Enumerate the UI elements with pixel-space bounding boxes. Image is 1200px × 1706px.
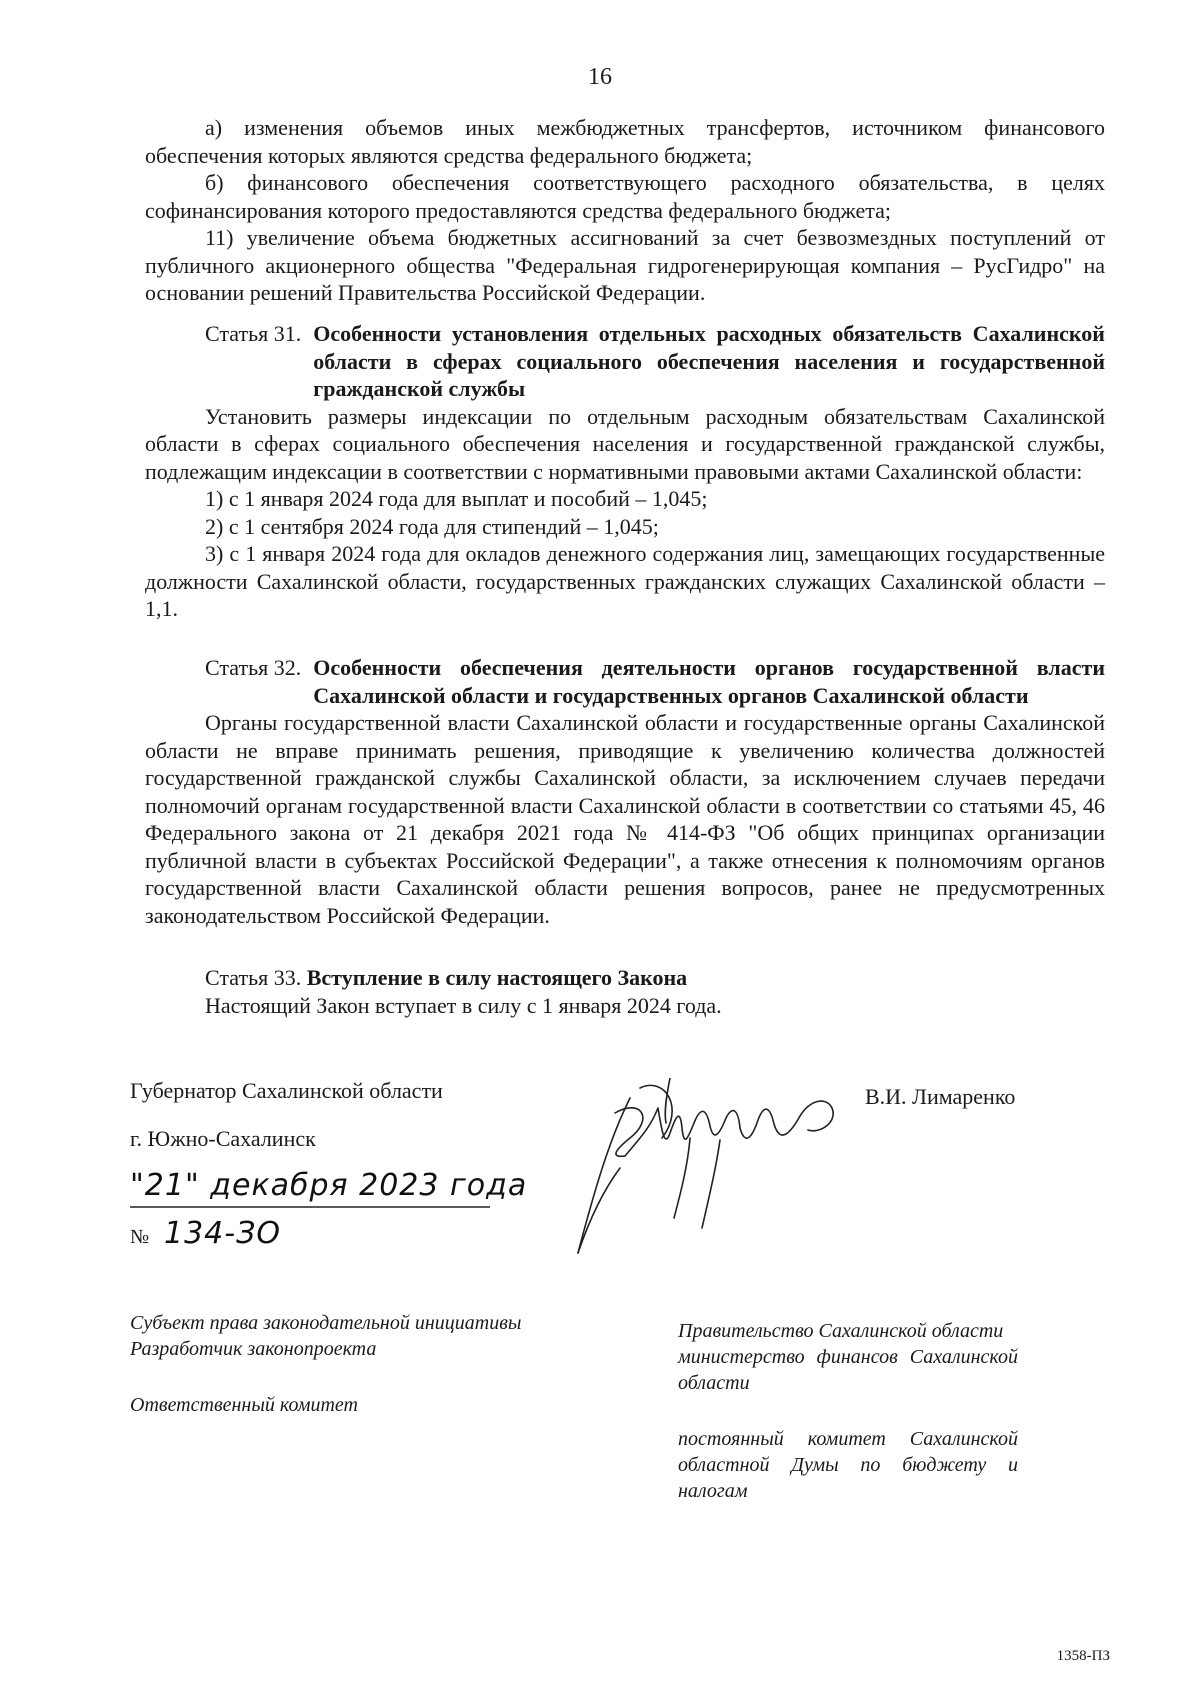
enactment-number-handwritten: 134-ЗО [164, 1216, 281, 1251]
intro-paragraph-a: а) изменения объемов иных межбюджетных трансфертов, источником финансового обеспечения которых являются средства федерального бюджета; [145, 115, 1105, 168]
article-31-heading [145, 320, 1105, 403]
intro-paragraph-b: б) финансового обеспечения соответствующего расходного обязательства, в целях софинансирования которого предоставляются средства федерального бюджета; [145, 170, 1105, 223]
signature-graphic-icon [570, 1078, 900, 1278]
signatory-city: г. Южно-Сахалинск [130, 1126, 316, 1151]
article-32-heading [145, 654, 1105, 709]
article-33-paragraph: Настоящий Закон вступает в силу с 1 января 2024 года. [205, 992, 722, 1018]
article-33-title: Вступление в силу настоящего Закона [306, 965, 688, 990]
signatory-position: Губернатор Сахалинской области [130, 1078, 443, 1103]
article-31-title: Особенности установления отдельных расходных обязательств Сахалинской области в сферах социального обеспечения населения и государственной гражданской службы [313, 321, 1105, 401]
article-31-item-1: 1) с 1 января 2024 года для выплат и пособий – 1,045; [205, 486, 708, 511]
article-31-paragraph: Установить размеры индексации по отдельным расходным обязательствам Сахалинской области в сферах социального обеспечения населения и государственной гражданской службы, подлежащим индексации в соответствии с нормативными правовыми актами Сахалинской области: [145, 403, 1105, 484]
article-32-title: Особенности обеспечения деятельности органов государственной власти Сахалинской области и государственных органов Сахалинской области [313, 655, 1105, 708]
article-31-label: Статья 31. [205, 321, 302, 346]
footer-committee-label: Ответственный комитет [130, 1394, 358, 1416]
enactment-number-prefix: № [130, 1226, 150, 1248]
article-33-heading [145, 964, 1105, 992]
article-31-item-2: 2) с 1 сентября 2024 года для стипендий – 1,045; [205, 513, 659, 539]
article-33-label: Статья 33. [205, 965, 302, 990]
article-32 [145, 654, 1105, 929]
article-32-paragraph: Органы государственной власти Сахалинской области и государственные органы Сахалинской области не вправе принимать решения, приводящие к увеличению количества должностей государственной гражданской службы Сахалинской области, за исключением случаев передачи полномочий органам государственной власти Сахалинской области в соответствии со статьями 45, 46 Федерального закона от 21 декабря 2021 года № 414-ФЗ "Об общих принципах организации публичной власти в субъектах Российской Федерации", а также отнесения к полномочиям органов государственной власти Сахалинской области решения вопросов, ранее не предусмотренных законодательством Российской Федерации. [145, 710, 1105, 928]
intro-section [145, 114, 1105, 307]
footer-duma-committee: постоянный комитет Сахалинской областной Думы по бюджету и налогам [678, 1428, 1018, 1502]
article-32-label: Статья 32. [205, 655, 302, 680]
footer-ministry: министерство финансов Сахалинской области [678, 1346, 1018, 1394]
date-underline [130, 1204, 490, 1210]
article-33 [145, 964, 1105, 1019]
footer-initiative-subject-label: Субъект права законодательной инициативы [130, 1312, 522, 1334]
intro-paragraph-11: 11) увеличение объема бюджетных ассигнований за счет безвозмездных поступлений от публичного акционерного общества "Федеральная гидрогенерирующая компания – РусГидро" на основании решений Правительства Российской Федерации. [145, 225, 1105, 305]
document-code: 1358-ПЗ [1056, 1648, 1110, 1664]
page-number: 16 [588, 64, 612, 90]
article-31 [145, 320, 1105, 623]
enactment-date-handwritten: "21" декабря 2023 года [130, 1168, 528, 1203]
footer-developer-label: Разработчик законопроекта [130, 1338, 377, 1360]
footer-government: Правительство Сахалинской области [678, 1320, 1004, 1342]
signatory-name: В.И. Лимаренко [865, 1084, 1016, 1109]
article-31-item-3: 3) с 1 января 2024 года для окладов денежного содержания лиц, замещающих государственные должности Сахалинской области, государственных гражданских служащих Сахалинской области – 1,1. [145, 541, 1105, 621]
